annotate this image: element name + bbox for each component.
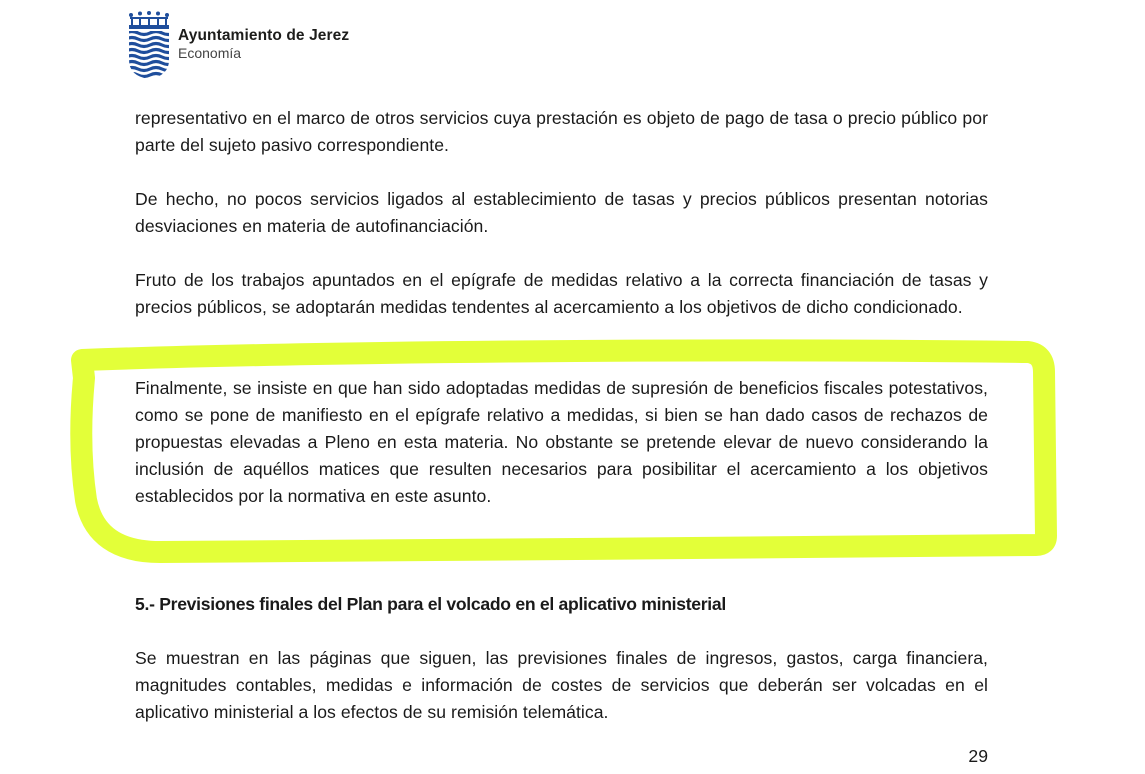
organization-name: Ayuntamiento de Jerez (178, 26, 350, 44)
paragraph-3: Fruto de los trabajos apuntados en el epígrafe de medidas relativo a la correcta financiación de tasas y precios públicos, se adoptarán medidas tendentes al acercamiento a los objetivos de dicho condicionado. (135, 270, 988, 317)
section-paragraph: Se muestran en las páginas que siguen, las previsiones finales de ingresos, gastos, carga financiera, magnitudes contables, medidas e información de costes de servicios que deberán ser volcadas en el aplicativo ministerial a los efectos de su remisión telemática. (135, 648, 988, 722)
department-name: Economía (178, 44, 242, 61)
page-header (126, 10, 349, 80)
paragraph-4-highlighted: Finalmente, se insiste en que han sido adoptadas medidas de supresión de beneficios fiscales potestativos, como se pone de manifiesto en el epígrafe relativo a medidas, si bien se han dado casos de rechazos de propuestas elevadas a Pleno en esta materia. No obstante se pretende elevar de nuevo considerando la inclusión de aquéllos matices que resulten necesarios para posibilitar el acercamiento a los objetivos establecidos por la normativa en este asunto. (135, 378, 988, 506)
organization-block (178, 27, 349, 62)
jerez-coat-of-arms-icon (126, 10, 172, 80)
section-heading: 5.- Previsiones finales del Plan para el volcado en el aplicativo ministerial (135, 594, 726, 614)
paragraph-1: representativo en el marco de otros servicios cuya prestación es objeto de pago de tasa o precio público por parte del sujeto pasivo correspondiente. (135, 108, 988, 155)
paragraph-2: De hecho, no pocos servicios ligados al establecimiento de tasas y precios públicos presentan notorias desviaciones en materia de autofinanciación. (135, 189, 988, 236)
page-number: 29 (968, 746, 988, 766)
